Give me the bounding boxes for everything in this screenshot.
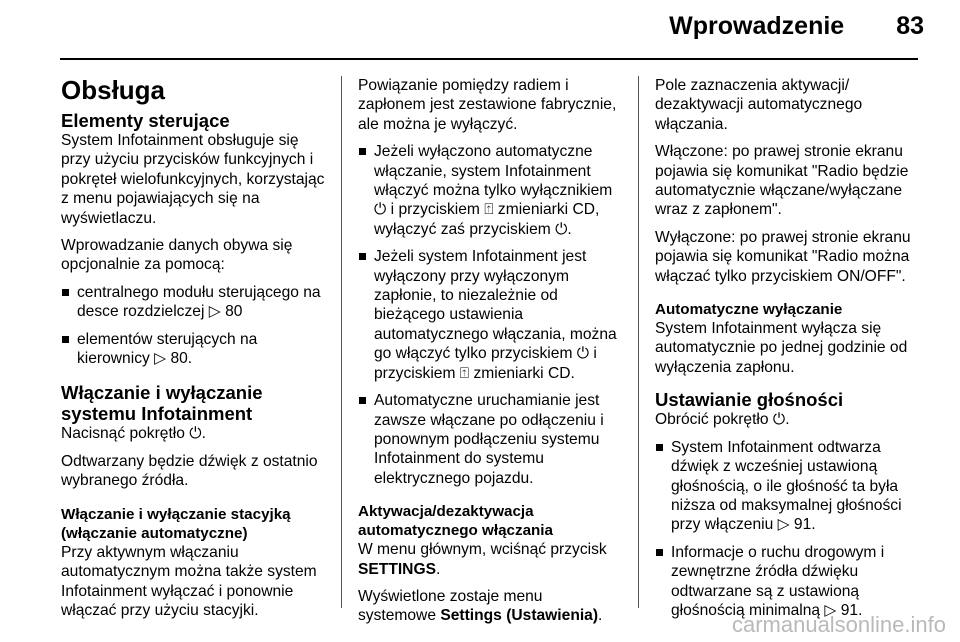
paragraph: Odtwarzany będzie dźwięk z ostatnio wybranego źródła. <box>61 452 318 490</box>
list-item: Informacje o ruchu drogowym i zewnętrzne źródła dźwięku odtwarzane są z ustawioną głośnością minimalną ▷ 91. <box>655 543 921 621</box>
list-item: Automatyczne uruchamianie jest zawsze włączane po odłączeniu i ponownym podłączeniu systemu Infotainment do systemu elektrycznego pojazdu. <box>358 391 624 488</box>
column-divider-2 <box>638 76 639 608</box>
header-title: Wprowadzenie <box>669 12 845 40</box>
page-number: 83 <box>896 12 924 40</box>
subsection-volume: Ustawianie głośności <box>655 389 844 411</box>
paragraph <box>358 587 624 626</box>
list-item: centralnego modułu sterującego na desce rozdzielczej ▷ 80 <box>61 283 329 322</box>
list-item: Jeżeli wyłączono automatyczne włączanie, system Infotainment włączyć można tylko wyłącznikiem ⏻ i przyciskiem ⍐ zmieniarki CD, wyłączyć zaś przyciskiem ⏻. <box>358 142 624 239</box>
subheading-auto-off: Automatyczne wyłączanie <box>655 301 843 319</box>
bullet-list <box>655 438 921 621</box>
paragraph: Wyłączone: po prawej stronie ekranu pojawia się komunikat "Radio można włączać tylko przyciskiem ON/OFF". <box>655 228 911 285</box>
list-item: Jeżeli system Infotainment jest wyłączony przy wyłączonym zapłonie, to niezależnie od bieżącego ustawienia automatycznego włączania, można go włączyć tylko przyciskiem ⏻ i przyciskiem ⍐ zmieniarki CD. <box>358 247 624 383</box>
settings-button-label: SETTINGS <box>358 560 436 578</box>
text: W menu głównym, wciśnąć przycisk <box>358 541 607 559</box>
watermark: carmanualsonline.info <box>731 612 946 637</box>
text: . <box>435 560 441 578</box>
paragraph: Przy aktywnym włączaniu automatycznym można także system Infotainment wyłączać i ponownie włączać przy użyciu stacyjki. <box>61 543 317 619</box>
section-title: Obsługa <box>61 75 166 105</box>
subheading-ignition: Włączanie i wyłączanie stacyjką (włączanie automatyczne) <box>61 505 291 542</box>
bullet-list <box>358 142 624 488</box>
paragraph: Obrócić pokrętło ⏻. <box>655 411 790 429</box>
bullet-list <box>61 283 329 369</box>
list-item: elementów sterujących na kierownicy ▷ 80. <box>61 330 329 369</box>
paragraph: Wprowadzanie danych obywa się opcjonalnie za pomocą: <box>61 237 293 274</box>
list-item: System Infotainment odtwarza dźwięk z wcześniej ustawioną głośnością, o ile głośność ta była niższa od maksymalnej głośności przy włączeniu ▷ 91. <box>655 438 921 535</box>
header-rule <box>60 58 918 60</box>
paragraph: Powiązanie pomiędzy radiem i zapłonem jest zestawione fabrycznie, ale można je wyłączyć. <box>358 77 617 133</box>
paragraph: Nacisnąć pokrętło ⏻. <box>61 425 206 443</box>
column-3 <box>655 76 921 628</box>
column-1 <box>61 68 329 628</box>
column-divider-1 <box>341 76 342 608</box>
column-2 <box>358 76 624 634</box>
page-header <box>669 12 924 41</box>
paragraph <box>358 540 624 579</box>
subsection-power: Włączanie i wyłączanie systemu Infotainment <box>61 382 263 425</box>
settings-menu-label: Settings (Ustawienia) <box>440 607 599 625</box>
paragraph: Pole zaznaczenia aktywacji/ dezaktywacji automatycznego włączania. <box>655 77 863 133</box>
paragraph: Włączone: po prawej stronie ekranu pojawia się komunikat "Radio będzie automatycznie włączane/wyłączane wraz z zapłonem". <box>655 143 909 219</box>
paragraph: System Infotainment obsługuje się przy użyciu przycisków funkcyjnych i pokręteł wielofunkcyjnych, korzystając z menu pojawiających się na wyświetlaczu. <box>61 132 325 227</box>
subsection-controls: Elementy sterujące <box>61 110 230 131</box>
text: . <box>598 607 603 625</box>
text: Wyświetlone zostaje menu systemowe <box>358 587 543 625</box>
paragraph: System Infotainment wyłącza się automatycznie po jednej godzinie od wyłączenia zapłonu. <box>655 320 908 376</box>
subheading-autostart: Aktywacja/dezaktywacja automatycznego włączania <box>358 503 553 540</box>
